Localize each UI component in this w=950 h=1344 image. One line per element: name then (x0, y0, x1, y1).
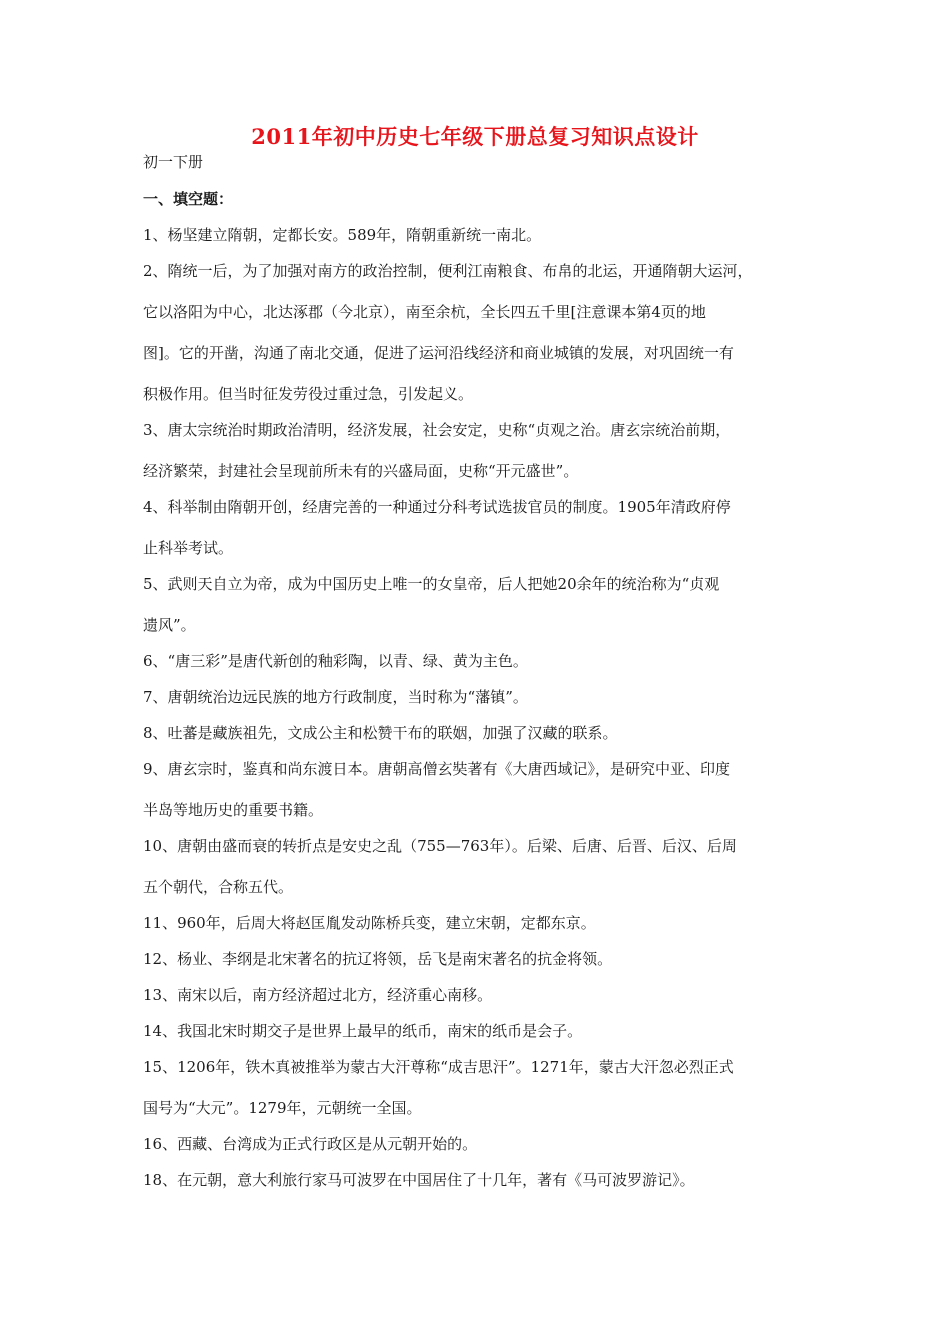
item-line: 5、武则天自立为帝，成为中国历史上唯一的女皇帝，后人把她20余年的统治称为“贞观 (143, 575, 720, 593)
item-line: 积极作用。但当时征发劳役过重过急，引发起义。 (143, 385, 474, 403)
list-item (143, 836, 811, 897)
list-item (143, 723, 811, 743)
item-line: 半岛等地历史的重要书籍。 (143, 801, 324, 819)
list-item (143, 225, 811, 245)
list-item (143, 1057, 811, 1118)
list-item (143, 497, 811, 558)
list-item (143, 420, 811, 481)
item-line: 4、科举制由隋朝开创，经唐完善的一种通过分科考试选拔官员的制度。1905年清政府停 (143, 498, 731, 516)
item-line: 10、唐朝由盛而衰的转折点是安史之乱（755—763年）。后梁、后唐、后晋、后汉、后周 (143, 837, 737, 855)
item-line: 18、在元朝，意大利旅行家马可波罗在中国居住了十几年，著有《马可波罗游记》。 (143, 1171, 695, 1189)
item-line: 7、唐朝统治边远民族的地方行政制度，当时称为“藩镇”。 (143, 688, 528, 706)
list-item (143, 261, 811, 404)
document-subtitle: 初一下册 (143, 153, 204, 171)
list-item (143, 1170, 811, 1190)
item-line: 2、隋统一后，为了加强对南方的政治控制，便利江南粮食、布帛的北运，开通隋朝大运河， (143, 262, 753, 280)
item-line: 国号为“大元”。1279年，元朝统一全国。 (143, 1099, 422, 1117)
document-body (143, 150, 811, 1190)
item-line: 13、南宋以后，南方经济超过北方，经济重心南移。 (143, 986, 493, 1004)
item-line: 经济繁荣，封建社会呈现前所未有的兴盛局面，史称“开元盛世”。 (143, 462, 579, 480)
list-item (143, 759, 811, 820)
item-line: 12、杨业、李纲是北宋著名的抗辽将领，岳飞是南宋著名的抗金将领。 (143, 950, 613, 968)
item-line: 11、960年，后周大将赵匡胤发动陈桥兵变，建立宋朝，定都东京。 (143, 914, 596, 932)
item-line: 15、1206年，铁木真被推举为蒙古大汗尊称“成吉思汗”。1271年，蒙古大汗忽必烈正式 (143, 1058, 734, 1076)
item-line: 6、“唐三彩”是唐代新创的釉彩陶，以青、绿、黄为主色。 (143, 652, 528, 670)
list-item (143, 913, 811, 933)
item-line: 3、唐太宗统治时期政治清明，经济发展，社会安定，史称“贞观之治。唐玄宗统治前期， (143, 421, 731, 439)
list-item (143, 949, 811, 969)
item-line: 图]。它的开凿，沟通了南北交通，促进了运河沿线经济和商业城镇的发展，对巩固统一有 (143, 344, 734, 362)
document-title: 2011年初中历史七年级下册总复习知识点设计 (251, 124, 699, 149)
item-line: 它以洛阳为中心，北达涿郡（今北京），南至余杭，全长四五千里[注意课本第4页的地 (143, 303, 706, 321)
item-line: 1、杨坚建立隋朝，定都长安。589年，隋朝重新统一南北。 (143, 226, 542, 244)
list-item (143, 651, 811, 671)
item-line: 五个朝代，合称五代。 (143, 878, 294, 896)
list-item (143, 1021, 811, 1041)
item-line: 14、我国北宋时期交子是世界上最早的纸币，南宋的纸币是会子。 (143, 1022, 583, 1040)
list-item (143, 985, 811, 1005)
item-line: 16、西藏、台湾成为正式行政区是从元朝开始的。 (143, 1135, 478, 1153)
item-line: 遗风”。 (143, 616, 196, 634)
list-item (143, 574, 811, 635)
list-item (143, 687, 811, 707)
list-item (143, 1134, 811, 1154)
item-line: 9、唐玄宗时，鉴真和尚东渡日本。唐朝高僧玄奘著有《大唐西域记》，是研究中亚、印度 (143, 760, 731, 778)
section-heading: 一、填空题： (143, 190, 234, 208)
item-line: 8、吐蕃是藏族祖先，文成公主和松赞干布的联姻，加强了汉藏的联系。 (143, 724, 618, 742)
item-line: 止科举考试。 (143, 539, 234, 557)
